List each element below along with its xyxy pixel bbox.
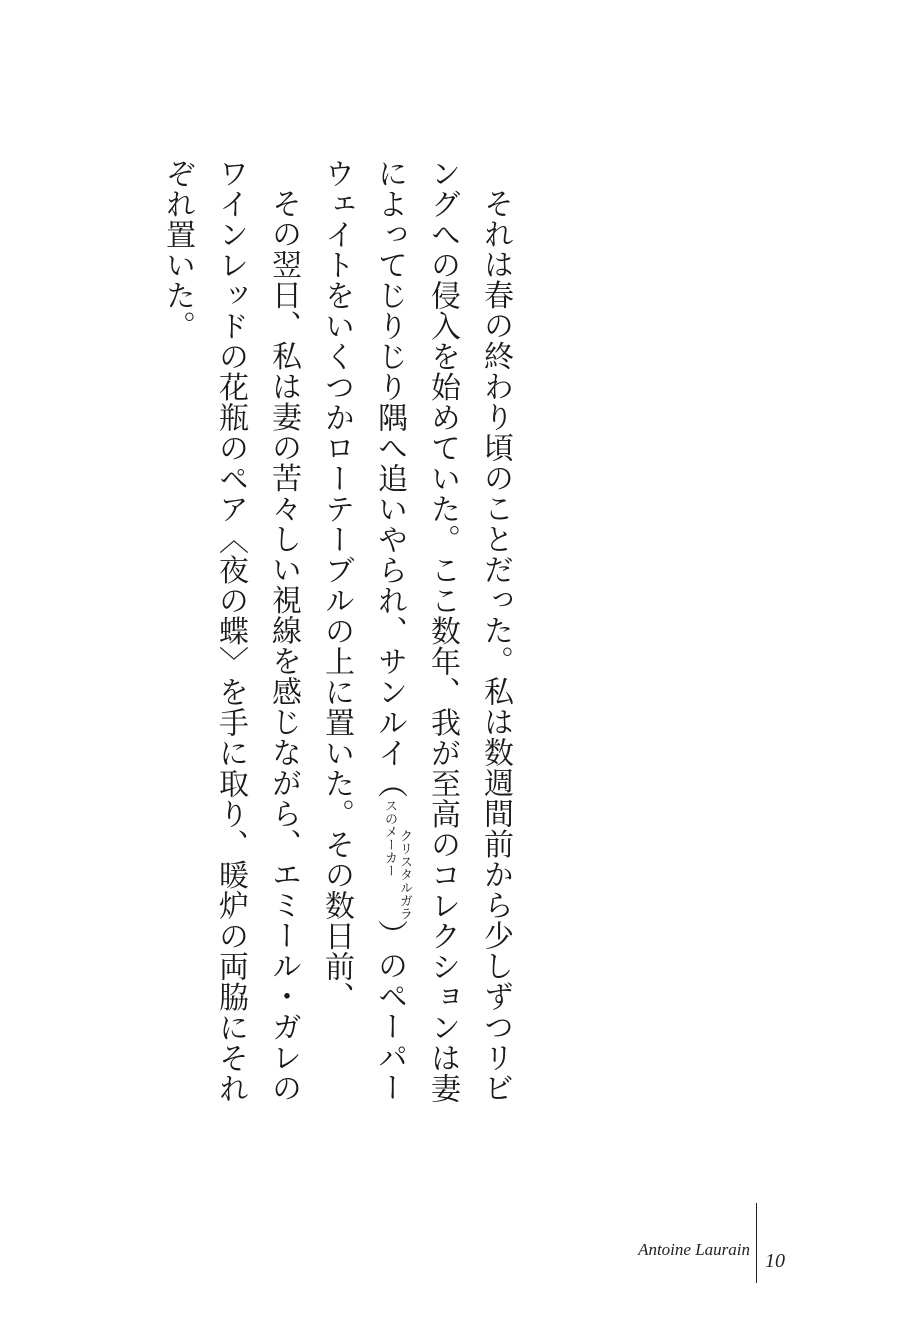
paragraph-2-text: その翌日、私は妻の苦々しい視線を感じながら、エミール・ガレのワインレッドの花瓶のペア〈夜の蝶〉を手に取り、暖炉の両脇にそれぞれ置いた。	[160, 158, 301, 1104]
paragraph-2	[151, 158, 310, 1118]
warichu-note: （クリスタルガラ スのメーカー）	[372, 768, 412, 950]
footer-divider	[756, 1203, 757, 1283]
paragraph-1-part-a: それは春の終わり頃のことだった。私は数週間前から少しずつリビングへの侵入を始めていた。ここ数年、我が至高のコレクションは妻によってじりじり隅へ追いやられ、サンルイ	[372, 158, 513, 1104]
vertical-body-text	[151, 158, 522, 1118]
paragraph-1-part-b: のペーパーウェイトをいくつかローテーブルの上に置いた。その数日前、	[319, 158, 407, 1103]
warichu-line-2: スのメーカー	[382, 798, 397, 877]
running-footer-author: Antoine Laurain	[638, 1240, 750, 1259]
page-number: 10	[765, 1250, 785, 1272]
paragraph-1	[310, 158, 522, 1118]
warichu-line-1: クリスタルガラ	[397, 828, 412, 920]
